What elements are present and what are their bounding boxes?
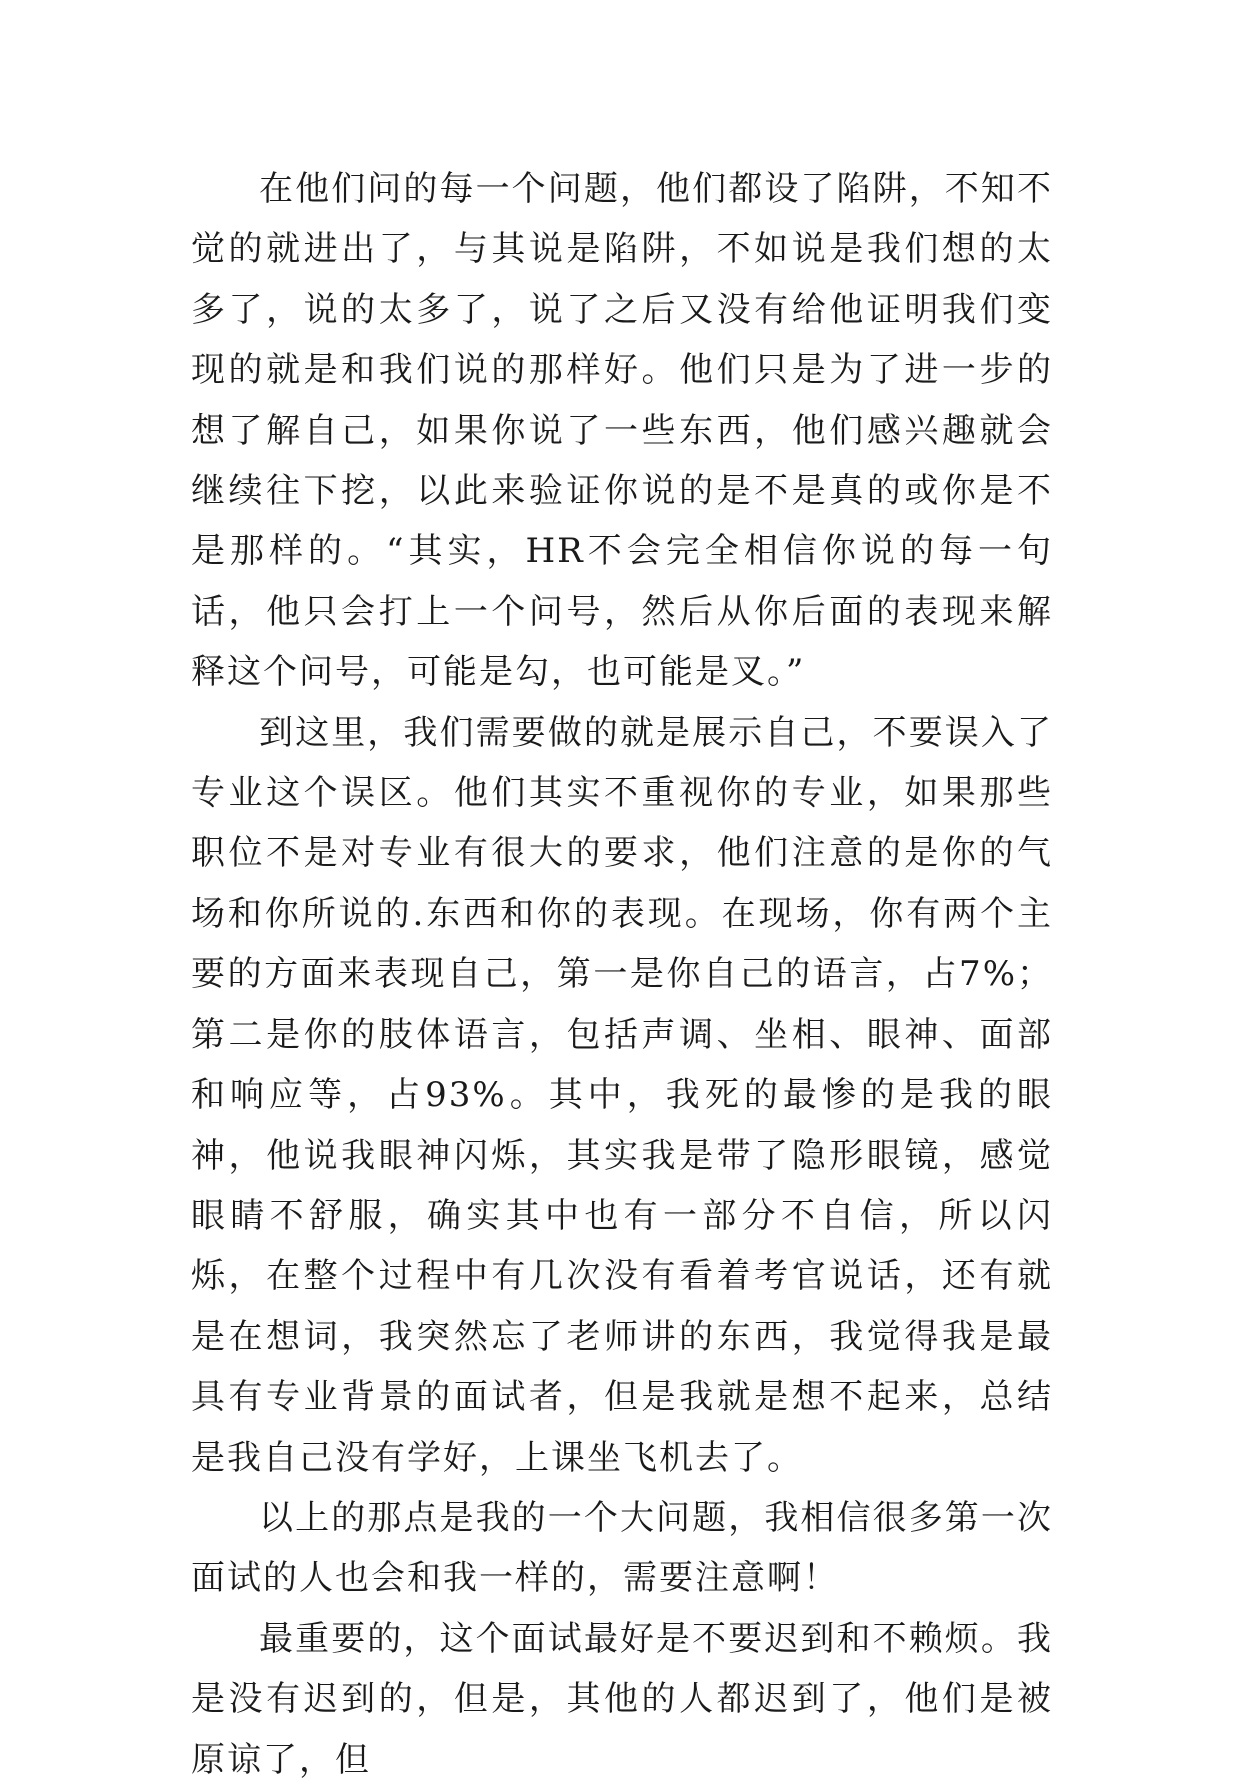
document-body xyxy=(191,159,1053,1790)
paragraph-1: 在他们问的每一个问题，他们都设了陷阱，不知不觉的就进出了，与其说是陷阱，不如说是我们想的太多了，说的太多了，说了之后又没有给他证明我们变现的就是和我们说的那样好。他们只是为了进一步的想了解自己，如果你说了一些东西，他们感兴趣就会继续往下挖，以此来验证你说的是不是真的或你是不是那样的。“其实，HR不会完全相信你说的每一句话，他只会打上一个问号，然后从你后面的表现来解释这个问号，可能是勾，也可能是叉。” xyxy=(191,169,1053,693)
paragraph-4: 最重要的，这个面试最好是不要迟到和不赖烦。我是没有迟到的，但是，其他的人都迟到了，他们是被原谅了，但 xyxy=(191,1618,1053,1780)
paragraph-3: 以上的那点是我的一个大问题，我相信很多第一次面试的人也会和我一样的，需要注意啊！ xyxy=(191,1497,1053,1599)
paragraph-2: 到这里，我们需要做的就是展示自己，不要误入了专业这个误区。他们其实不重视你的专业，如果那些职位不是对专业有很大的要求，他们注意的是你的气场和你所说的.东西和你的表现。在现场，你有两个主要的方面来表现自己，第一是你自己的语言，占7%；第二是你的肢体语言，包括声调、坐相、眼神、面部和响应等，占93%。其中，我死的最惨的是我的眼神，他说我眼神闪烁，其实我是带了隐形眼镜，感觉眼睛不舒服，确实其中也有一部分不自信，所以闪烁，在整个过程中有几次没有看着考官说话，还有就是在想词，我突然忘了老师讲的东西，我觉得我是最具有专业背景的面试者，但是我就是想不起来，总结是我自己没有学好，上课坐飞机去了。 xyxy=(191,712,1053,1478)
